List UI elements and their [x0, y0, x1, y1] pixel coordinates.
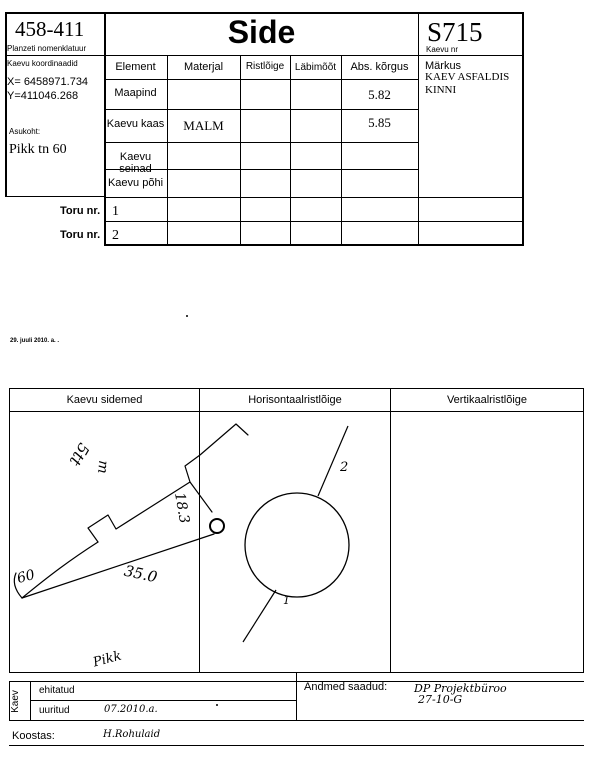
remark-value: KAEV ASFALDIS KINNI: [425, 71, 510, 96]
column-header-material: Materjal: [183, 61, 224, 73]
row-element: Kaevu põhi: [107, 177, 164, 189]
page-title: Side: [227, 14, 296, 50]
built-label: ehitatud: [39, 685, 75, 696]
source-label: Andmed saadud:: [304, 681, 388, 693]
y-coordinate-value: Y=411046.268: [7, 90, 79, 102]
well-id: S715: [427, 17, 483, 47]
well-symbol: [210, 519, 224, 533]
sketch-label-top-2: m: [94, 459, 112, 475]
source-value-1: DP Projektbüroo: [414, 682, 507, 695]
column-header-element: Element: [115, 61, 156, 73]
section-label-2: 2: [340, 460, 349, 475]
footer-side-label: Kaev: [9, 690, 21, 713]
well-id-label: Kaevu nr: [426, 45, 459, 54]
sheet-number: 458-411: [15, 17, 85, 41]
panel-header-horizontal-section: Horisontaalristlõige: [248, 394, 342, 406]
column-header-diameter: Läbimõõt: [294, 62, 337, 73]
row-material: MALM: [183, 118, 224, 133]
sheet-number-label: Planzeti nomenklatuur: [7, 44, 87, 53]
row-element: Kaevu seinad: [119, 151, 152, 175]
column-header-abs-height: Abs. kõrgus: [350, 61, 409, 73]
column-header-cross-section: Ristlõige: [245, 61, 285, 72]
pipe-number: 2: [112, 228, 119, 243]
column-header-remark: Märkus: [425, 60, 462, 72]
section-label-1: 1: [283, 594, 290, 607]
author-value: H.Rohulaid: [103, 729, 161, 740]
source-value-2: 27-10-G: [418, 693, 463, 706]
building-outline: [88, 482, 212, 542]
author-label: Koostas:: [12, 730, 55, 742]
sketch-angle: 60: [15, 566, 37, 588]
scan-dot: [216, 704, 218, 706]
row-abs-height: 5.82: [368, 87, 391, 102]
sketch-line-bottom: [22, 534, 214, 598]
panel-header-connections: Kaevu sidemed: [66, 394, 143, 406]
pipe-label: Toru nr.: [60, 205, 101, 217]
sketch-street: Pikk: [91, 648, 124, 671]
surveyed-label: uuritud: [39, 705, 70, 716]
sketch-distance-a: 18.3: [171, 491, 193, 525]
surveyed-value: 07.2010.a.: [104, 704, 158, 715]
location-value: Pikk tn 60: [9, 142, 67, 157]
building-wall: [185, 424, 248, 482]
sketch-distance-b: 35.0: [122, 561, 159, 587]
pipe-label: Toru nr.: [60, 229, 101, 241]
section-circle: [245, 493, 349, 597]
row-element: Maapind: [114, 87, 157, 99]
row-element: Kaevu kaas: [106, 118, 165, 130]
panel-header-vertical-section: Vertikaalristlõige: [446, 394, 528, 406]
coordinates-label: Kaevu koordinaadid: [7, 59, 78, 68]
x-coordinate-value: X= 6458971.734: [7, 76, 89, 88]
pipe-line-1: [243, 590, 276, 642]
pipe-number: 1: [112, 204, 119, 219]
sketch-label-top: 5tt: [65, 439, 94, 470]
date-note: 29. juuli 2010. a. .: [10, 338, 60, 344]
row-abs-height: 5.85: [368, 115, 391, 130]
location-label: Asukoht:: [9, 127, 41, 136]
